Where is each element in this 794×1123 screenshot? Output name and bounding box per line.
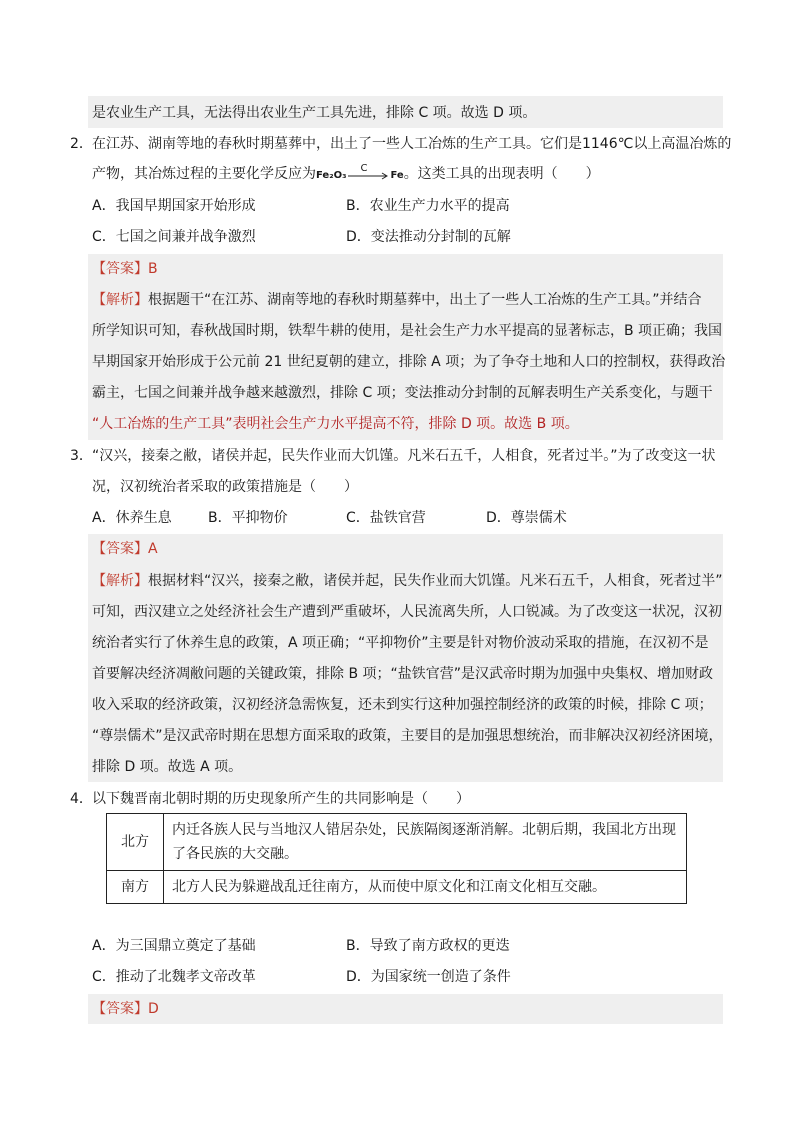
table-key-south: 南方	[107, 871, 164, 904]
q4-stem: 以下魏晋南北朝时期的历史现象所产生的共同影响是（ ）	[92, 791, 470, 807]
q4-option-d[interactable]: D．为国家统一创造了条件	[346, 969, 511, 985]
q3-option-d[interactable]: D．尊崇儒术	[486, 510, 567, 526]
q3-analysis-line5: 收入采取的经济政策，汉初经济急需恢复，还未到实行这种加强控制经济的政策的时候，排除 C 项；	[92, 697, 713, 713]
q2-number: 2．	[70, 136, 93, 152]
q3-analysis-line6: “尊崇儒术”是汉武帝时期在思想方面采取的政策，主要目的是加强思想统治，而非解决汉初经济困境，	[92, 728, 723, 744]
q3-analysis-text1: 根据材料“汉兴，接秦之敝，诸侯并起，民失作业而大饥馑。凡米石五千，人相食，死者过半”	[148, 573, 723, 589]
table-text-south	[164, 871, 687, 904]
q2-stem-line2	[92, 164, 600, 186]
arrow-icon	[346, 169, 390, 183]
q2-analysis-line5: “人工冶炼的生产工具”表明社会生产力水平提高不符，排除 D 项。故选 B 项。	[92, 416, 579, 432]
q2-option-d[interactable]: D．变法推动分封制的瓦解	[346, 229, 511, 245]
formula-product: Fe	[390, 170, 404, 181]
q4-answer-shade	[88, 994, 723, 1024]
q3-option-c[interactable]: C．盐铁官营	[346, 510, 426, 526]
table-text-north	[164, 814, 687, 871]
q3-answer-label: 【答案】	[92, 541, 148, 557]
q2-stem-line1: 在江苏、湖南等地的春秋时期墓葬中，出土了一些人工冶炼的生产工具。它们是1146℃以上高温冶炼的	[92, 136, 732, 152]
q3-analysis-label: 【解析】	[92, 573, 148, 589]
q2-answer-label: 【答案】	[92, 261, 148, 277]
q2-analysis-label: 【解析】	[92, 292, 148, 308]
q3-option-a[interactable]: A．休养生息	[92, 510, 172, 526]
q2-analysis-text1: 根据题干“在江苏、湖南等地的春秋时期墓葬中，出土了一些人工冶炼的生产工具。”并结合	[148, 292, 702, 308]
reaction-arrow	[346, 163, 390, 181]
q4-number: 4．	[70, 791, 93, 807]
q2-stem-line2-b: 。这类工具的出现表明（ ）	[403, 166, 600, 182]
q1-analysis-tail: 是农业生产工具，无法得出农业生产工具先进，排除 C 项。故选 D 项。	[92, 105, 537, 121]
q3-option-b[interactable]: B．平抑物价	[208, 510, 288, 526]
table-row	[107, 871, 687, 904]
arrow-condition: C	[360, 163, 368, 174]
q3-analysis-line4: 首要解决经济凋敝问题的关键政策，排除 B 项；“盐铁官营”是汉武帝时期为加强中央集权、增加财政	[92, 666, 714, 682]
q4-answer-label: 【答案】	[92, 1001, 148, 1017]
q2-option-b[interactable]: B．农业生产力水平的提高	[346, 198, 510, 214]
q2-answer	[92, 259, 158, 279]
q4-table	[106, 813, 687, 904]
q3-stem-line2: 况，汉初统治者采取的政策措施是（ ）	[92, 479, 358, 495]
q4-answer	[92, 999, 159, 1019]
table-text-south-line1: 北方人民为躲避战乱迁往南方，从而使中原文化和江南文化相互交融。	[172, 879, 606, 895]
table-text-north-line2: 了各民族的大交融。	[172, 846, 298, 862]
q2-analysis-shade	[88, 254, 726, 440]
q3-answer	[92, 539, 158, 559]
q3-answer-value: A	[148, 541, 158, 557]
q2-analysis-line1	[92, 290, 702, 310]
q2-option-c[interactable]: C．七国之间兼并战争激烈	[92, 229, 256, 245]
table-row	[107, 814, 687, 871]
q2-stem-line2-a: 产物，其冶炼过程的主要化学反应为	[92, 166, 316, 182]
q4-option-c[interactable]: C．推动了北魏孝文帝改革	[92, 969, 256, 985]
q3-analysis-line1	[92, 571, 723, 591]
q4-option-a[interactable]: A．为三国鼎立奠定了基础	[92, 938, 256, 954]
formula-reactant: Fe₂O₃	[316, 170, 347, 181]
q3-analysis-line3: 统治者实行了休养生息的政策，A 项正确；“平抑物价”主要是针对物价波动采取的措施，在汉初不是	[92, 635, 709, 651]
q4-answer-value: D	[148, 1001, 159, 1017]
table-text-north-line1: 内迁各族人民与当地汉人错居杂处，民族隔阂逐渐消解。北朝后期，我国北方出现	[172, 822, 676, 838]
q2-option-a[interactable]: A．我国早期国家开始形成	[92, 198, 256, 214]
table-key-north: 北方	[107, 814, 164, 871]
q2-analysis-line3: 早期国家开始形成于公元前 21 世纪夏朝的建立，排除 A 项；为了争夺土地和人口的控制权，获得政治	[92, 354, 726, 370]
q3-number: 3．	[70, 448, 93, 464]
q3-analysis-line7: 排除 D 项。故选 A 项。	[92, 759, 243, 775]
q2-analysis-line4: 霸主，七国之间兼并战争越来越激烈，排除 C 项；变法推动分封制的瓦解表明生产关系变化，与题干	[92, 385, 713, 401]
q3-analysis-line2: 可知，西汉建立之处经济社会生产遭到严重破坏，人民流离失所，人口锐减。为了改变这一状况，汉初	[92, 604, 722, 620]
q2-answer-value: B	[148, 261, 158, 277]
q2-analysis-line2: 所学知识可知，春秋战国时期，铁犁牛耕的使用，是社会生产力水平提高的显著标志，B 项正确；我国	[92, 323, 723, 339]
q4-option-b[interactable]: B．导致了南方政权的更迭	[346, 938, 510, 954]
q3-stem-line1: “汉兴，接秦之敝，诸侯并起，民失作业而大饥馑。凡米石五千，人相食，死者过半。”为了改变这一状	[92, 448, 716, 464]
